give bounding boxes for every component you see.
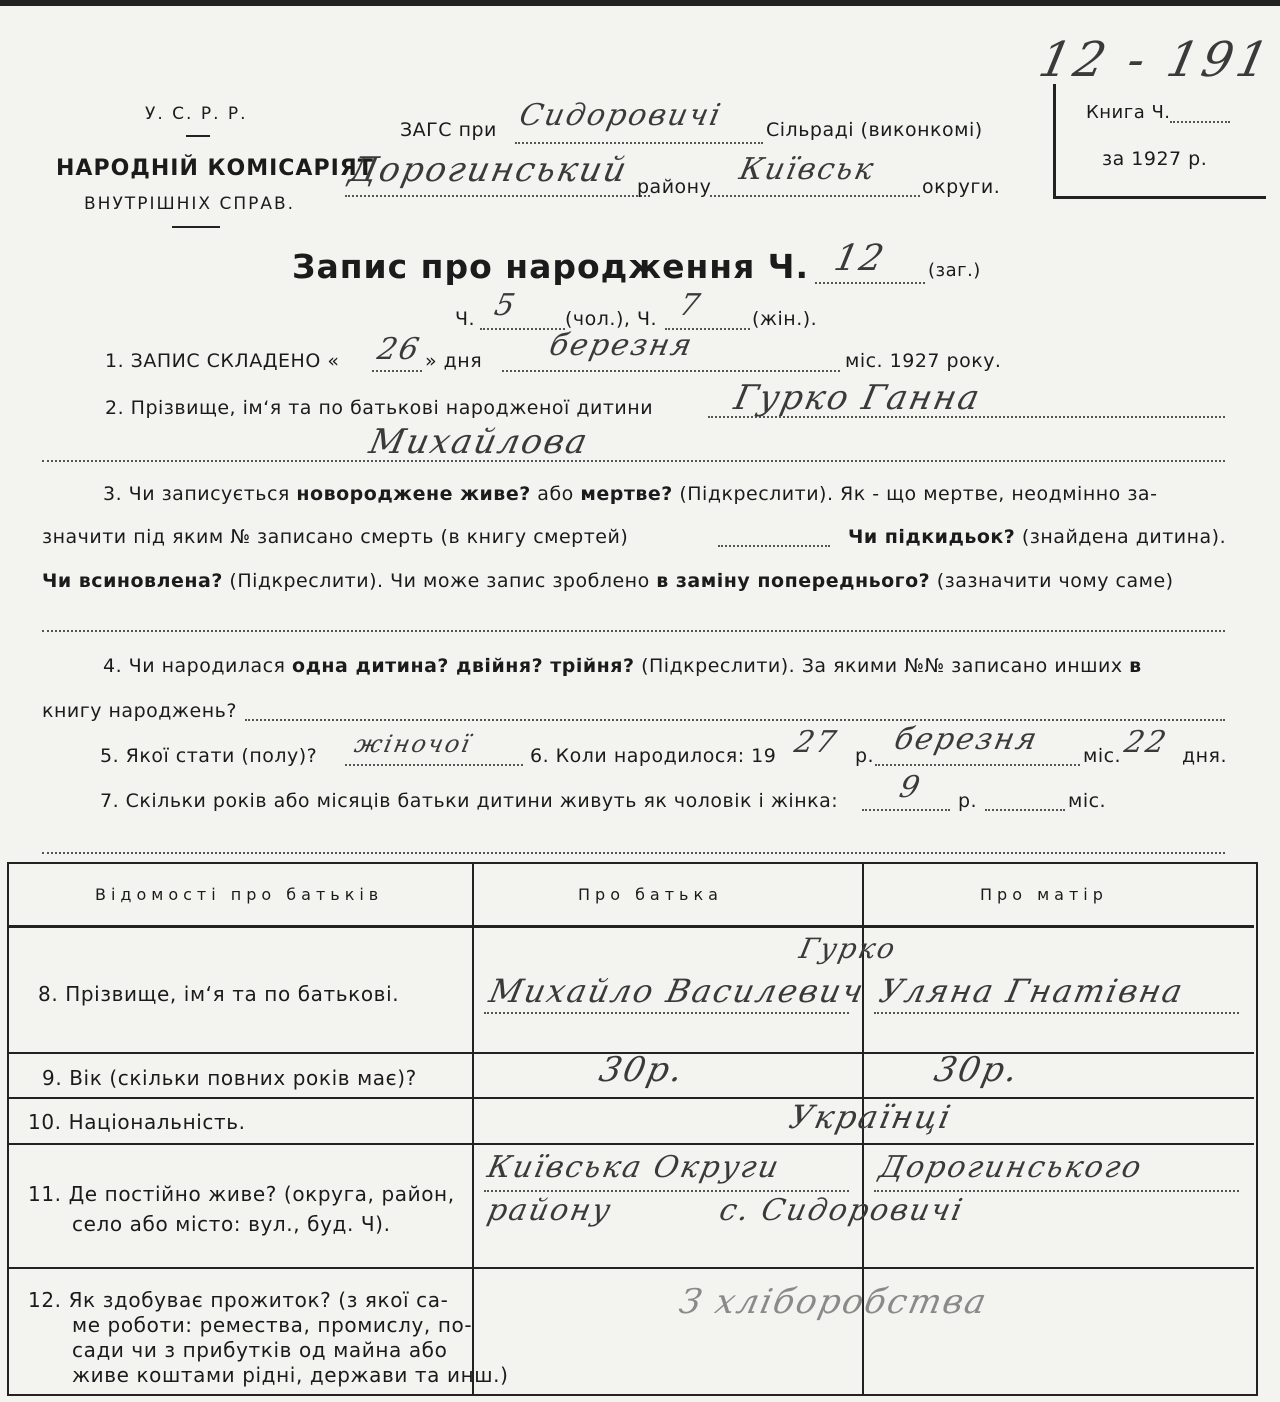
birth-day-handwritten: 22 <box>1121 725 1171 760</box>
residence-2a-handwritten: району <box>484 1193 616 1228</box>
table-col-rule <box>472 862 474 1394</box>
row11-mother-line <box>874 1190 1239 1192</box>
okruha-label: округи. <box>922 176 1001 198</box>
field1-month-label: міс. 1927 року. <box>845 350 1002 372</box>
selsovet-label: Сільраді (виконкомі) <box>766 119 983 141</box>
record-title: Запис про народження Ч. <box>292 247 809 286</box>
row12-label-c: сади чи з прибутків од майна або <box>72 1338 448 1362</box>
okruha-handwritten: Київськ <box>736 152 879 187</box>
table-header-father: Про батька <box>578 885 723 904</box>
twins-options: одна дитина? двійня? трійня? <box>292 655 635 677</box>
months-line <box>985 809 1065 811</box>
row11-label-a: 11. Де постійно живе? (округа, район, <box>28 1182 455 1206</box>
table-row-rule <box>7 1097 1254 1099</box>
nationality-handwritten: Українці <box>785 1098 956 1136</box>
residence-2b-handwritten: с. Сидоровичі <box>716 1193 968 1228</box>
book-label: Книга Ч. <box>1086 102 1171 123</box>
field4-line <box>245 719 1225 721</box>
field7-months-suffix: міс. <box>1068 790 1107 812</box>
top-border <box>0 0 1280 6</box>
row12-label-d: живе коштами рідні, держави та инш.) <box>72 1363 509 1387</box>
years-line <box>862 809 950 811</box>
replacement-option: в заміну попереднього? <box>656 570 931 592</box>
rayon-line <box>345 195 650 197</box>
book-year: за 1927 р. <box>1102 148 1208 170</box>
title-number-handwritten: 12 <box>830 238 890 279</box>
field3-text: 3. Чи записується новороджене живе? або мертве? (Підкреслити). Як - що мертве, неодмінно за- <box>103 483 1158 505</box>
dead-option: мертве? <box>580 483 673 505</box>
table-row-rule <box>7 1267 1254 1269</box>
corner-number: 12 - 191 <box>1034 32 1278 88</box>
field1-day-line <box>372 370 422 372</box>
field5-label: 5. Якої стати (полу)? <box>100 745 318 767</box>
field1-day-handwritten: 26 <box>374 332 424 367</box>
field2-line2 <box>42 460 1225 462</box>
birth-year-handwritten: 27 <box>791 725 841 760</box>
field7-line <box>42 852 1225 854</box>
title-number-line <box>815 282 925 284</box>
selsovet-line <box>515 142 763 144</box>
mother-surname-handwritten: Гурко <box>796 932 900 965</box>
header-ussr: У. С. Р. Р. <box>145 104 248 124</box>
mother-age-handwritten: 30р. <box>930 1050 1024 1090</box>
field3-text-line3: Чи всиновлена? (Підкреслити). Чи може запис зроблено в заміну попереднього? (зазначити чому саме) <box>42 570 1174 592</box>
row10-label: 10. Національність. <box>28 1110 246 1134</box>
female-suffix: (жін.). <box>752 308 818 330</box>
header-commissariat: НАРОДНІЙ КОМІСАРІЯТ <box>56 156 374 181</box>
row11-father-line <box>484 1190 849 1192</box>
book-line <box>1170 121 1230 123</box>
field1-month-line <box>502 370 840 372</box>
rayon-label: району <box>637 176 712 198</box>
field3-text-line2: значити під яким № записано смерть (в книгу смертей) <box>42 526 629 548</box>
okruha-line <box>710 195 920 197</box>
row9-label: 9. Вік (скільки повних років має)? <box>42 1066 417 1090</box>
father-name-handwritten: Михайло Василевич <box>485 972 869 1010</box>
field4-text-line2: книгу народжень? <box>42 700 237 722</box>
table-header-rule <box>7 925 1254 928</box>
field3-line <box>42 630 1225 632</box>
rayon-handwritten: Дорогинський <box>345 150 632 190</box>
field6-year-suffix: р. <box>855 745 875 767</box>
child-patronymic-handwritten: Михайлова <box>365 422 593 462</box>
row8-mother-line <box>874 1012 1239 1014</box>
mother-name-handwritten: Уляна Гнатівна <box>875 972 1188 1010</box>
title-suffix: (заг.) <box>928 260 981 281</box>
occupation-handwritten: З хліборобства <box>675 1282 992 1322</box>
field6-month-label: міс. <box>1083 745 1122 767</box>
header-divider <box>186 135 210 137</box>
child-name-handwritten: Гурко Ганна <box>730 378 985 418</box>
zags-label: ЗАГС при <box>400 119 497 141</box>
field7-years-suffix: р. <box>958 790 978 812</box>
row8-father-line <box>484 1012 849 1014</box>
father-age-handwritten: 30р. <box>595 1050 689 1090</box>
field1-day-label: » дня <box>425 350 483 372</box>
years-handwritten: 9 <box>896 770 925 805</box>
row12-label-a: 12. Як здобуває прожиток? (з якої са- <box>28 1288 449 1312</box>
male-number-handwritten: 5 <box>491 288 520 323</box>
residence-1b-handwritten: Дорогинського <box>876 1150 1147 1185</box>
field6-day-label: дня. <box>1182 745 1228 767</box>
row12-label-b: ме роботи: ремества, промислу, по- <box>72 1313 473 1337</box>
birth-month-handwritten: березня <box>891 722 1042 757</box>
table-header-mother: Про матір <box>980 885 1108 904</box>
male-number-label: Ч. <box>455 308 476 330</box>
field4-text: 4. Чи народилася одна дитина? двійня? трійня? (Підкреслити). За якими №№ записано инших в <box>103 655 1142 677</box>
row11-label-b: село або місто: вул., буд. Ч). <box>72 1212 391 1236</box>
field1-label: 1. ЗАПИС СКЛАДЕНО « <box>105 350 340 372</box>
field2-label: 2. Прізвище, ім‘я та по батькові народженої дитини <box>105 397 654 419</box>
field1-month-handwritten: березня <box>546 328 697 363</box>
field7-label: 7. Скільки років або місяців батьки дитини живуть як чоловік і жінка: <box>100 790 839 812</box>
alive-option: новороджене живе? <box>296 483 531 505</box>
header-internal: ВНУТРІШНІХ СПРАВ. <box>84 194 296 214</box>
table-row-rule <box>7 1143 1254 1145</box>
female-number-label: (чол.), Ч. <box>565 308 658 330</box>
female-number-handwritten: 7 <box>676 288 705 323</box>
sex-handwritten: жіночої <box>352 730 475 758</box>
residence-1a-handwritten: Київська Округи <box>484 1150 784 1185</box>
adopted-option: Чи всиновлена? <box>42 570 223 592</box>
birth-month-line <box>875 764 1080 766</box>
sex-line <box>345 764 523 766</box>
table-header-parents: Відомості про батьків <box>95 885 384 904</box>
death-book-line <box>718 545 830 547</box>
selsovet-handwritten: Сидоровичі <box>516 98 726 133</box>
header-divider <box>172 226 220 228</box>
row8-label: 8. Прізвище, ім‘я та по батькові. <box>38 982 400 1006</box>
field6-label: 6. Коли народилося: 19 <box>530 745 777 767</box>
field3-foundling: Чи підкидьок? (знайдена дитина). <box>848 526 1227 548</box>
